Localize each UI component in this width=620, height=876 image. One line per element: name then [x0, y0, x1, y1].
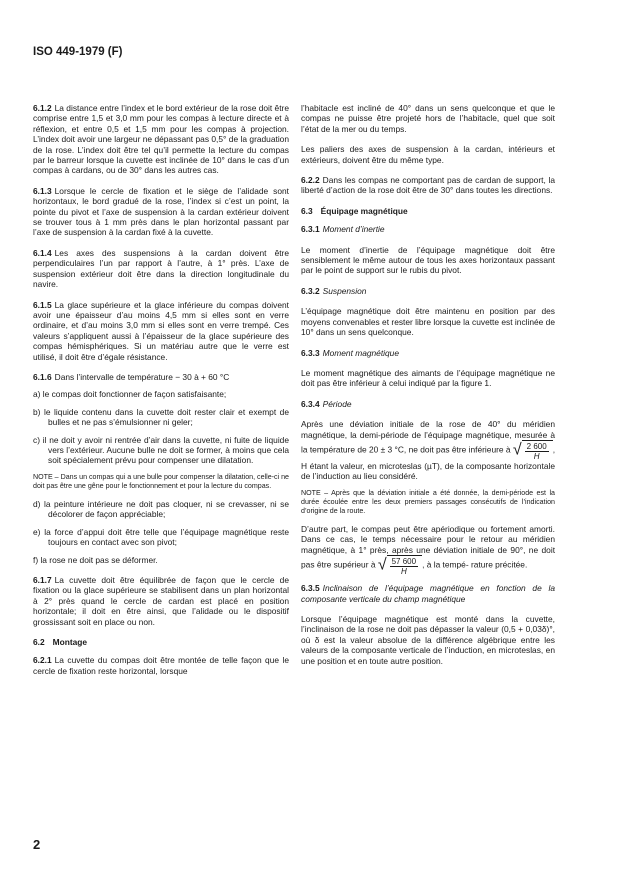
section-6-1-2: 6.1.2 La distance entre l’index et le bord extérieur de la rose doit être comprise entre 1,5 et 3,0 mm pour les compas à lecture directe et à réflexion, et entre 0,5 et 1,5 mm pour les compas à projection. L’index doit avoir une largeur ne dépassant pas 0,5° de la graduation de la rose. L’index doit être tel qu’il permette la lecture du compas par le barreur lorsque la cuvette est inclinée de 10° dans le cas d’un compas à cardans, ou de 30° dans les autres cas.	[33, 103, 289, 176]
section-6-2-1: 6.2.1 La cuvette du compas doit être montée de telle façon que le cercle de fixation reste horizontal, lorsque	[33, 655, 289, 676]
section-6-1-4: 6.1.4 Les axes des suspensions à la cardan doivent être perpendiculaires l’un par rapport à l’autre, à 1° près. L’axe de suspension extérieur doit être dans la direction longitudinale du navire.	[33, 247, 289, 290]
section-6-3-4-p1: Après une déviation initiale de la rose de 40° du méridien magnétique, la demi-période de l’équipage magnétique, mesurée à la température de 20 ± 3 °C, ne doit pas être inférieure à √ $\frac{2 600}{H}$ , H étant la valeur, en microteslas (µT), de la composante horizontale de l’induction au lieu considéré.	[301, 419, 556, 482]
subheading-6-3-5: 6.3.5 Inclinaison de l’équipage magnétique en fonction de la composante verticale du champ magnétique	[301, 583, 555, 604]
section-heading-6-2: 6.2 Montage	[33, 637, 88, 648]
section-heading-6-3: 6.3 Équipage magnétique	[301, 205, 408, 216]
paragraph-continuation: l’habitacle est incliné de 40° dans un sens quelconque et que le compas ne puisse être projeté hors de l’habitacle, quel que soit l’état de la mer ou du temps.	[301, 103, 555, 134]
sqrt-fraction-57600: $\frac{57 600}{H}$	[387, 555, 422, 576]
list-item-c: c) il ne doit y avoir ni rentrée d’air dans la cuvette, ni fuite de liquide vers l’extérieur. Aucune bulle ne doit se former, à moins que cela soit spécialement prévu pour compenser une dilatation.	[33, 434, 289, 466]
list-item-d: d) la peinture intérieure ne doit pas cloquer, ni se crevasser, ni se décolorer de façon appréciable;	[33, 498, 289, 520]
section-6-1-6: 6.1.6 Dans l’intervalle de température − 30 à + 60 °C	[33, 371, 230, 382]
document-header: ISO 449-1979 (F)	[33, 46, 123, 58]
list-item-b: b) le liquide contenu dans la cuvette doit rester clair et exempt de bulles et ne pas s’émulsionner ni geler;	[33, 406, 289, 428]
list-item-e: e) la force d’appui doit être telle que l’équipage magnétique reste toujours en contact avec son pivot;	[33, 526, 289, 548]
section-6-3-5-text: Lorsque l’équipage magnétique est monté dans la cuvette, l’inclinaison de la rose ne doit pas dépasser la valeur (0,5 + 0,03δ)°, où δ est la valeur absolue de la différence algébrique entre les valeurs de la composante verticale de l’induction, en microteslas, en une position et en toute autre position.	[301, 614, 555, 666]
paragraph-paliers: Les paliers des axes de suspension à la cardan, intérieurs et extérieurs, doivent être du même type.	[301, 144, 555, 165]
right-column	[301, 103, 555, 676]
left-column	[33, 103, 289, 686]
section-6-3-2-text: L’équipage magnétique doit être maintenu en position par des moyens convenables et rester libre lorsque la cuvette est inclinée de 10° dans un sens quelconque.	[301, 306, 555, 338]
note-bubble: NOTE – Dans un compas qui a une bulle pour compenser la dilatation, celle-ci ne doit pas être une gêne pour le fonctionnement et pour la lecture du compas.	[33, 472, 289, 490]
subheading-6-3-2: 6.3.2 Suspension	[301, 285, 367, 296]
section-6-2-2: 6.2.2 Dans les compas ne comportant pas de cardan de support, la liberté d’action de la rose doit être de 30° dans toutes les directions.	[301, 175, 555, 196]
list-item-f: f) la rose ne doit pas se déformer.	[33, 554, 158, 565]
page-number: 2	[33, 837, 41, 852]
subheading-6-3-1: 6.3.1 Moment d’inertie	[301, 224, 385, 235]
section-6-3-3-text: Le moment magnétique des aimants de l’équipage magnétique ne doit pas être inférieur à celui indiqué par la figure 1.	[301, 367, 555, 389]
section-6-1-3: 6.1.3 Lorsque le cercle de fixation et le siège de l’alidade sont horizontaux, le bord gradué de la rose, l’index si c’est un point, la pointe du pivot et l’axe de suspension à la cardan extérieur doivent se trouver tous à 1 mm près dans le plan horizontal passant par l’axe de suspension à la cardan fixé à la cuvette.	[33, 185, 289, 238]
sqrt-icon: √	[377, 556, 387, 574]
section-6-3-1-text: Le moment d’inertie de l’équipage magnétique doit être sensiblement le même autour de tous les axes horizontaux passant par le point de support sur le rubis du pivot.	[301, 244, 555, 276]
note-demi-periode: NOTE – Après que la déviation initiale a été donnée, la demi-période est la durée écoulée entre les deux premiers passages consécutifs de l’indication d’origine de la route.	[301, 488, 555, 515]
sqrt-fraction-2600: $\frac{2 600}{H}$	[522, 440, 553, 461]
section-6-3-4-p2: D’autre part, le compas peut être apériodique ou fortement amorti. Dans ce cas, le temps nécessaire pour le retour au méridien magnétique, à 1° près, après une déviation initiale de 90°, ne doit pas être supérieur à √ $\frac{57 600}{H}$ , à la tempé- rature précitée.	[301, 524, 556, 577]
section-6-1-5: 6.1.5 La glace supérieure et la glace inférieure du compas doivent avoir une épaisseur d’au moins 4,5 mm si elles sont en verre ordinaire, et d’au moins 3,0 mm si elles sont en verre trempé. Ces valeurs s’appliquent aussi à l’épaisseur de la glace supérieure des compas hémisphériques. Si un matériau autre que le verre est utilisé, il doit être d’égale résistance.	[33, 299, 289, 362]
subheading-6-3-4: 6.3.4 Période	[301, 398, 352, 409]
subheading-6-3-3: 6.3.3 Moment magnétique	[301, 347, 399, 358]
section-6-1-7: 6.1.7 La cuvette doit être équilibrée de façon que le cercle de fixation ou la glace supérieure se stabilisent dans un plan horizontal à 2° près quand le cercle de cardan est placé en position horizontale; il doit en être ainsi, que l’alidade ou le dispositif grossissant soit en place ou non.	[33, 575, 289, 627]
list-item-a: a) le compas doit fonctionner de façon satisfaisante;	[33, 389, 227, 400]
sqrt-icon: √	[512, 441, 522, 459]
